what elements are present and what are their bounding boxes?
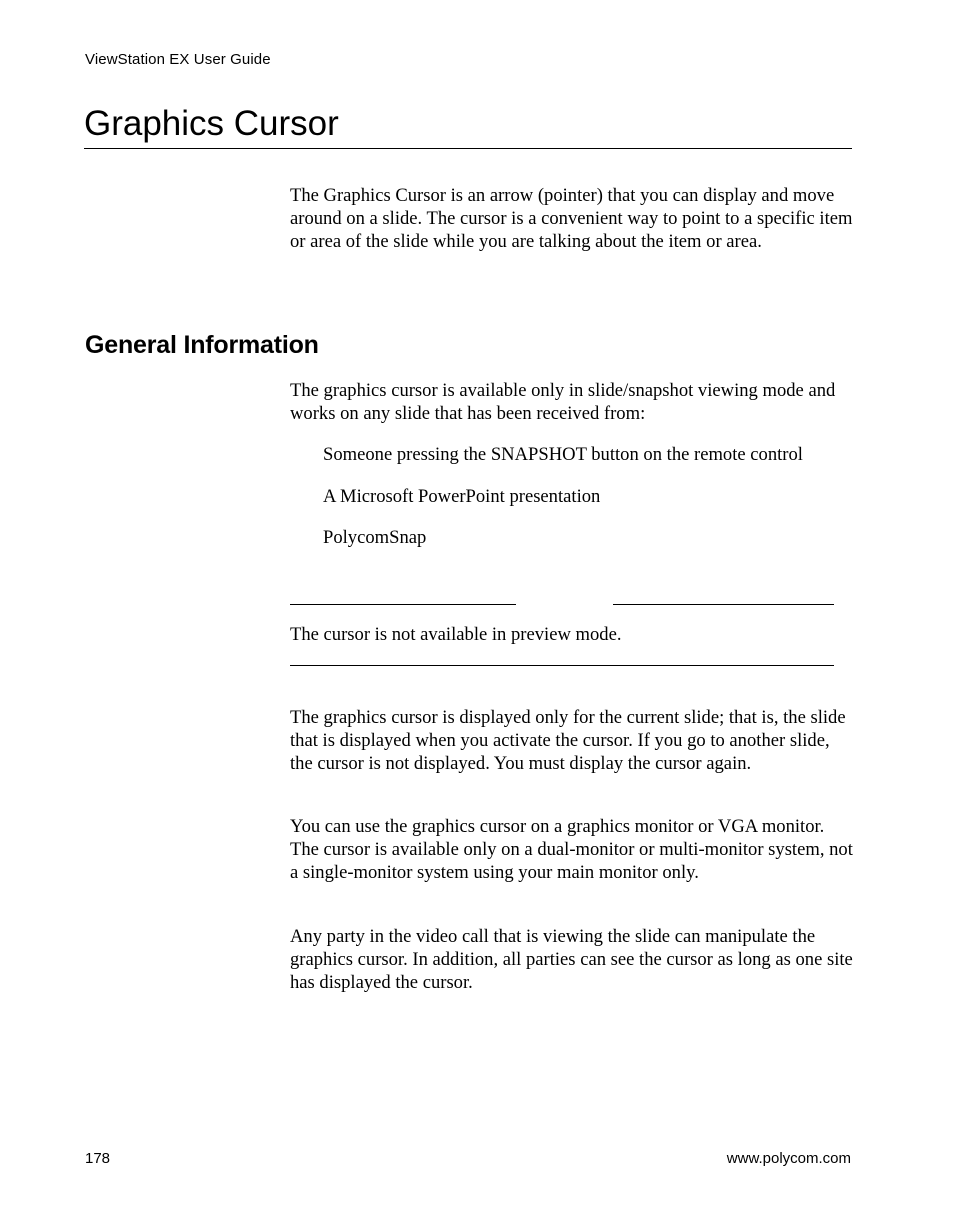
note-top-rule-left xyxy=(290,604,516,605)
section-heading: General Information xyxy=(85,331,319,359)
monitor-paragraph: You can use the graphics cursor on a graphics monitor or VGA monitor. The cursor is available only on a dual-monitor or multi-monitor system, not a single-monitor system using your main monitor only. xyxy=(290,816,853,883)
intro-paragraph: The Graphics Cursor is an arrow (pointer) that you can display and move around on a slide. The cursor is a convenient way to point to a specific item or area of the slide while you are talking about the item or area. xyxy=(290,185,853,252)
note-bottom-rule xyxy=(290,665,834,666)
current-slide-paragraph: The graphics cursor is displayed only for the current slide; that is, the slide that is displayed when you activate the cursor. If you go to another slide, the cursor is not displayed. You must display the cursor again. xyxy=(290,707,846,774)
list-item-snapshot: Someone pressing the SNAPSHOT button on the remote control xyxy=(323,444,803,465)
note-text: The cursor is not available in preview mode. xyxy=(290,624,622,645)
parties-paragraph: Any party in the video call that is viewing the slide can manipulate the graphics cursor. In addition, all parties can see the cursor as long as one site has displayed the cursor. xyxy=(290,926,853,993)
list-item-polycomsnap: PolycomSnap xyxy=(323,527,427,548)
availability-paragraph: The graphics cursor is available only in slide/snapshot viewing mode and works on any slide that has been received from: xyxy=(290,380,836,424)
running-header: ViewStation EX User Guide xyxy=(85,51,271,68)
chapter-title: Graphics Cursor xyxy=(84,103,852,149)
footer-url: www.polycom.com xyxy=(726,1150,851,1167)
note-top-rule-right xyxy=(613,604,834,605)
list-item-powerpoint: A Microsoft PowerPoint presentation xyxy=(323,486,601,507)
page-number: 178 xyxy=(85,1150,111,1167)
